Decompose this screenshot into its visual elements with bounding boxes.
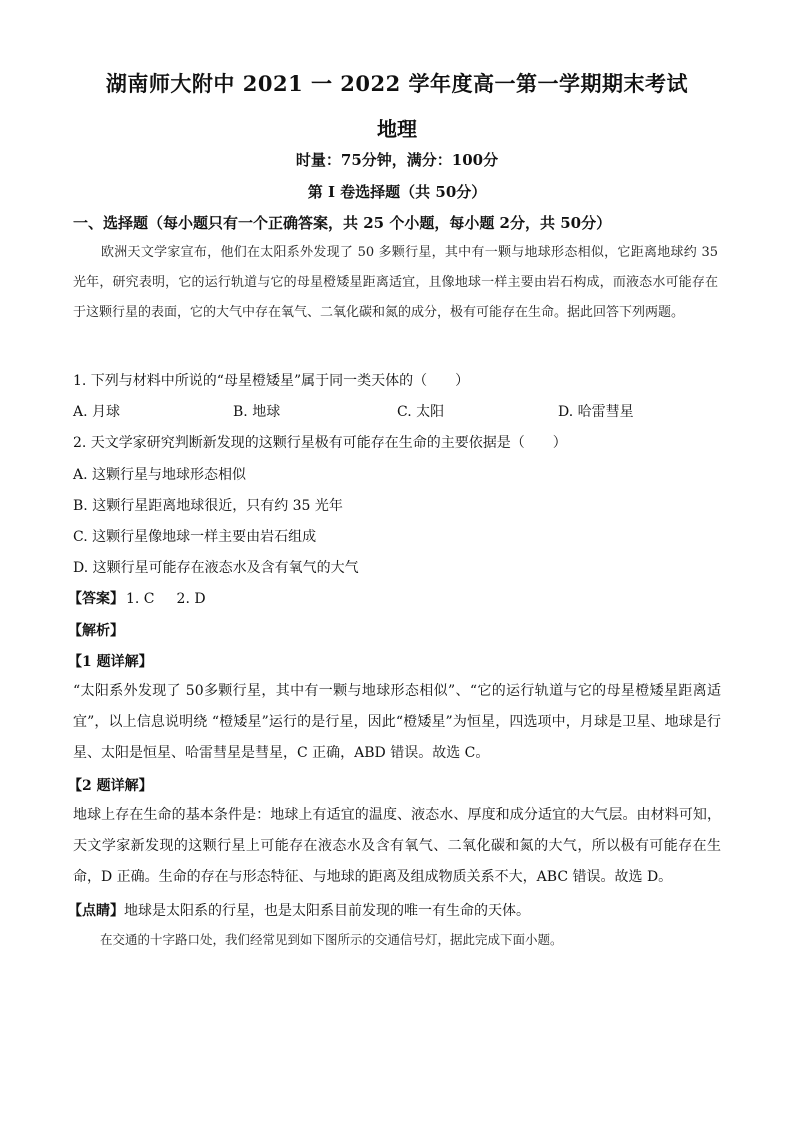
question-2-stem: 2. 天文学家研究判断新发现的这颗行星极有可能存在生命的主要依据是（ ）: [73, 435, 567, 451]
answer-line: [68, 588, 206, 608]
detail-1-label: 【1 题详解】: [68, 654, 153, 670]
time-info: 时量：75分钟，满分：100分: [295, 151, 499, 169]
question-1-option-d: D. 哈雷彗星: [558, 404, 634, 420]
point-label: 【点睛】: [68, 903, 124, 919]
answer-label: 【答案】: [68, 591, 124, 607]
reading-material: 欧洲天文学家宣布，他们在太阳系外发现了 50 多颗行星，其中有一颗与地球形态相似，它距离地球约 35 光年，研究表明，它的运行轨道与它的母星橙矮星距离适宜，且像地球一样主要由岩石构成，而液态水可能存在于这颗行星的表面，它的大气中存在氧气、二氧化碳和氮的成分，极有可能存在生命。据此回答下列两题。: [73, 245, 718, 320]
question-2-option-a: A. 这颗行星与地球形态相似: [73, 467, 247, 483]
question-2-option-b: B. 这颗行星距离地球很近，只有约 35 光年: [73, 498, 343, 514]
section-heading: 一、选择题（每小题只有一个正确答案，共 25 个小题，每小题 2分，共 50分）: [73, 214, 612, 232]
answer-q2: 2. D: [176, 591, 206, 607]
question-2-option-d: D. 这颗行星可能存在液态水及含有氧气的大气: [73, 560, 359, 576]
question-1-option-b: B. 地球: [233, 404, 281, 420]
detail-2-label: 【2 题详解】: [68, 778, 153, 794]
question-1-stem: 1. 下列与材料中所说的“母星橙矮星”属于同一类天体的（ ）: [73, 373, 470, 389]
answer-q1: 1. C: [126, 591, 155, 607]
detail-2-text: 地球上存在生命的基本条件是：地球上有适宜的温度、液态水、厚度和成分适宜的大气层。由材料可知，天文学家新发现的这颗行星上可能存在液态水及含有氧气、二氧化碳和氮的大气，所以极有可能存在生命，D 正确。生命的存在与形态特征、与地球的距离及组成物质关系不大，ABC 错误。故选 D。: [73, 807, 721, 885]
point-line: [68, 900, 530, 920]
detail-1-text: “太阳系外发现了 50多颗行星，其中有一颗与地球形态相似”、“它的运行轨道与它的母星橙矮星距离适宜”，以上信息说明绕 “橙矮星”运行的是行星，因此“橙矮星”为恒星，四选项中，月球是卫星、地球是行星、太阳是恒星、哈雷彗星是彗星，C 正确，ABD 错误。故选 C。: [73, 683, 721, 761]
part-info: 第 I 卷选择题（共 50分）: [307, 183, 487, 201]
exam-title: 湖南师大附中 2021 一 2022 学年度高一第一学期期末考试: [105, 71, 689, 96]
point-text: 地球是太阳系的行星，也是太阳系目前发现的唯一有生命的天体。: [124, 903, 530, 919]
question-1-option-c: C. 太阳: [397, 404, 445, 420]
question-2-option-c: C. 这颗行星像地球一样主要由岩石组成: [73, 529, 317, 545]
next-material: 在交通的十字路口处，我们经常见到如下图所示的交通信号灯，据此完成下面小题。: [100, 932, 563, 947]
question-1-option-a: A. 月球: [73, 404, 121, 420]
subject-title: 地理: [377, 117, 417, 141]
analysis-label: 【解析】: [68, 623, 124, 639]
